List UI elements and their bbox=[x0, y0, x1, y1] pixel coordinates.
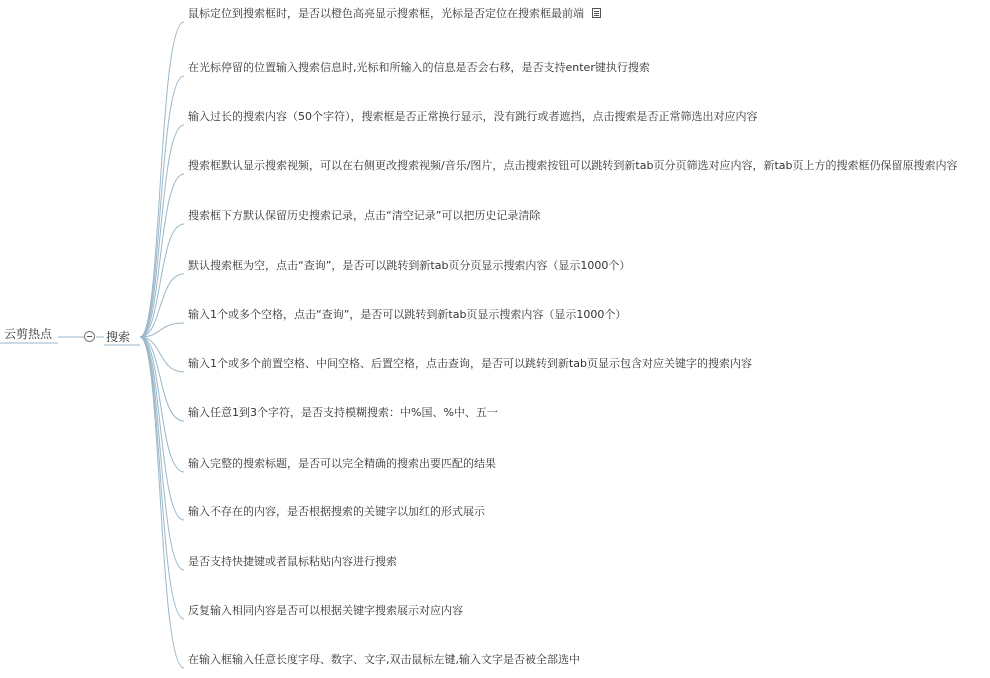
branch-label: 反复输入相同内容是否可以根据关键字搜索展示对应内容 bbox=[188, 604, 463, 617]
topic-node-label: 搜索 bbox=[106, 330, 131, 344]
topic-node-search[interactable] bbox=[106, 329, 130, 345]
branch-label: 搜索框默认显示搜索视频，可以在右侧更改搜索视频/音乐/图片，点击搜索按钮可以跳转到新tab页分页筛选对应内容，新tab页上方的搜索框仍保留原搜索内容 bbox=[188, 159, 958, 172]
branch-node[interactable] bbox=[188, 555, 397, 569]
branch-label: 输入不存在的内容，是否根据搜索的关键字以加红的形式展示 bbox=[188, 505, 485, 518]
root-node-label: 云剪热点 bbox=[4, 327, 53, 341]
branch-node[interactable] bbox=[188, 308, 626, 322]
branch-label: 输入1个或多个空格，点击“查询”，是否可以跳转到新tab页显示搜索内容（显示1000个） bbox=[188, 308, 627, 321]
branch-label: 默认搜索框为空，点击“查询”，是否可以跳转到新tab页分页显示搜索内容（显示1000个） bbox=[188, 259, 631, 272]
branch-node[interactable] bbox=[188, 110, 758, 124]
branch-node[interactable] bbox=[188, 406, 498, 420]
branch-node[interactable] bbox=[188, 604, 463, 618]
branch-node[interactable] bbox=[188, 159, 957, 173]
connector-line bbox=[140, 337, 184, 619]
branch-node[interactable] bbox=[188, 259, 630, 273]
root-node[interactable] bbox=[4, 326, 52, 342]
branch-node[interactable] bbox=[188, 505, 485, 519]
connector-line bbox=[140, 337, 184, 570]
branch-node[interactable] bbox=[188, 61, 650, 75]
connector-line bbox=[140, 76, 184, 337]
branch-node[interactable] bbox=[188, 7, 601, 21]
branch-label: 鼠标定位到搜索框时，是否以橙色高亮显示搜索框，光标是否定位在搜索框最前端 bbox=[188, 7, 584, 20]
branch-node[interactable] bbox=[188, 357, 752, 371]
branch-label: 是否支持快捷键或者鼠标粘贴内容进行搜索 bbox=[188, 555, 397, 568]
branch-label: 在输入框输入任意长度字母、数字、文字,双击鼠标左键,输入文字是否被全部选中 bbox=[188, 653, 580, 666]
collapse-toggle-icon[interactable] bbox=[84, 331, 95, 342]
connector-line bbox=[140, 174, 184, 337]
branch-label: 输入完整的搜索标题，是否可以完全精确的搜索出要匹配的结果 bbox=[188, 457, 496, 470]
branch-label: 在光标停留的位置输入搜索信息时,光标和所输入的信息是否会右移，是否支持enter键执行搜索 bbox=[188, 61, 650, 74]
branch-node[interactable] bbox=[188, 209, 540, 223]
branch-label: 输入1个或多个前置空格、中间空格、后置空格，点击查询，是否可以跳转到新tab页显示包含对应关键字的搜索内容 bbox=[188, 357, 753, 370]
branch-node[interactable] bbox=[188, 653, 580, 667]
connector-line bbox=[140, 22, 184, 337]
branch-label: 搜索框下方默认保留历史搜索记录，点击“清空记录”可以把历史记录清除 bbox=[188, 209, 541, 222]
branch-node[interactable] bbox=[188, 457, 496, 471]
note-icon[interactable] bbox=[592, 8, 601, 18]
branch-label: 输入过长的搜索内容（50个字符），搜索框是否正常换行显示，没有跳行或者遮挡，点击搜索是否正常筛选出对应内容 bbox=[188, 110, 758, 123]
branch-label: 输入任意1到3个字符，是否支持模糊搜索：中%国、%中、五一 bbox=[188, 406, 498, 419]
